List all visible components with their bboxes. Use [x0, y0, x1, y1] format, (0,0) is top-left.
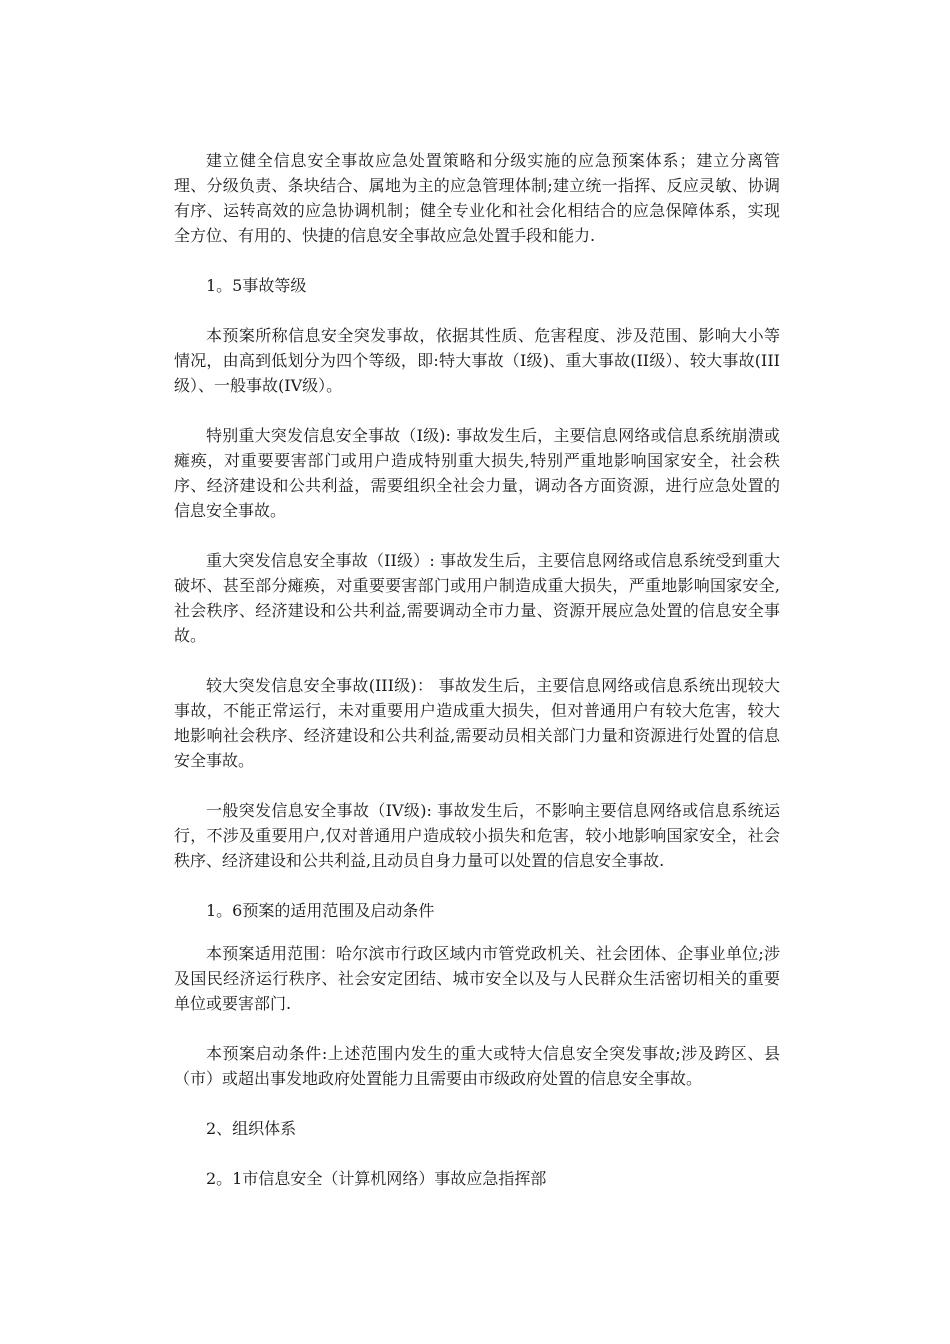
- paragraph-scope: 本预案适用范围：哈尔滨市行政区域内市管党政机关、社会团体、企事业单位;涉及国民经济运行秩序、社会安定团结、城市安全以及与人民群众生活密切相关的重要单位或要害部门.: [174, 944, 780, 1013]
- paragraph-activation: 本预案启动条件:上述范围内发生的重大或特大信息安全突发事故;涉及跨区、县（市）或超出事发地政府处置能力且需要由市级政府处置的信息安全事故。: [174, 1044, 780, 1088]
- section-heading-organization: 2、组织体系: [206, 1119, 297, 1138]
- paragraph-level-4: 一般突发信息安全事故（IV级): 事故发生后，不影响主要信息网络或信息系统运行，不涉及重要用户,仅对普通用户造成较小损失和危害，较小地影响国家安全，社会秩序、经济建设和公共利益,且动员自身力量可以处置的信息安全事故.: [174, 801, 780, 870]
- section-heading-scope: 1。6预案的适用范围及启动条件: [206, 901, 435, 920]
- section-heading-command-center: 2。1市信息安全（计算机网络）事故应急指挥部: [206, 1169, 547, 1188]
- paragraph-level-3: 较大突发信息安全事故(III级)： 事故发生后，主要信息网络或信息系统出现较大事故，不能正常运行，未对重要用户造成重大损失，但对普通用户有较大危害，较大地影响社会秩序、经济建设和公共利益,需要动员相关部门力量和资源进行处置的信息安全事故。: [174, 676, 780, 770]
- paragraph-level-overview: 本预案所称信息安全突发事故，依据其性质、危害程度、涉及范围、影响大小等情况，由高到低划分为四个等级，即:特大事故（I级)、重大事故(II级）、较大事故(III级）、一般事故(IV级）。: [174, 326, 780, 395]
- section-heading-incident-levels: 1。5事故等级: [206, 276, 307, 295]
- document-page: [174, 148, 780, 1216]
- paragraph-level-2: 重大突发信息安全事故（II级）: 事故发生后，主要信息网络或信息系统受到重大破坏、甚至部分瘫痪，对重要要害部门或用户制造成重大损失，严重地影响国家安全,社会秩序、经济建设和公共利益,需要调动全市力量、资源开展应急处置的信息安全事故。: [174, 551, 780, 645]
- paragraph-emergency-system: 建立健全信息安全事故应急处置策略和分级实施的应急预案体系；建立分离管理、分级负责、条块结合、属地为主的应急管理体制;建立统一指挥、反应灵敏、协调有序、运转高效的应急协调机制；健全专业化和社会化相结合的应急保障体系，实现全方位、有用的、快捷的信息安全事故应急处置手段和能力.: [174, 151, 780, 245]
- paragraph-level-1: 特别重大突发信息安全事故（I级): 事故发生后，主要信息网络或信息系统崩溃或瘫痪，对重要要害部门或用户造成特别重大损失,特别严重地影响国家安全，社会秩序、经济建设和公共利益，需要组织全社会力量，调动各方面资源，进行应急处置的信息安全事故。: [174, 426, 780, 520]
